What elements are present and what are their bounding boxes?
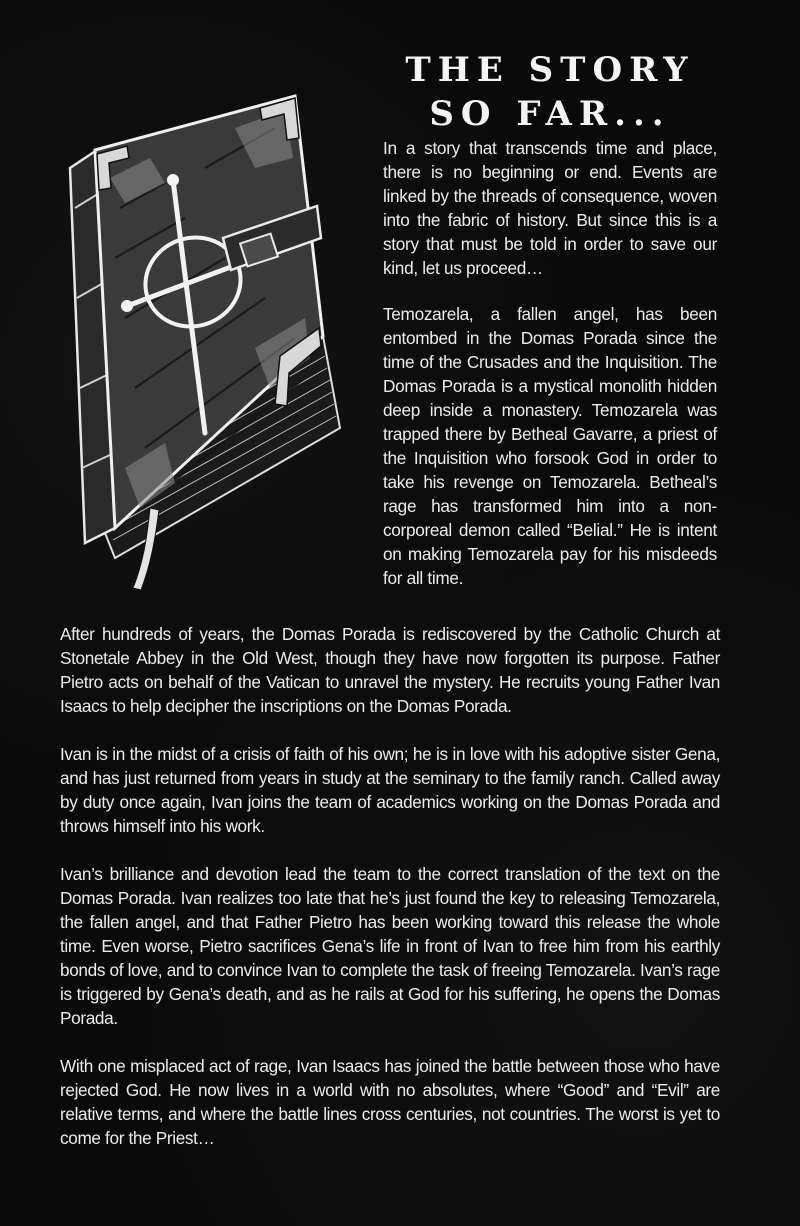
intro-text [383,136,717,612]
page-title [400,48,700,136]
story-paragraph: With one misplaced act of rage, Ivan Isaacs has joined the battle between those who have rejected God. He now lives in a world with no absolutes, where “Good” and “Evil” are relative terms, and where the battle lines cross centuries, not countries. The worst is yet to come for the Priest… [60,1056,720,1148]
title-line-2: SO FAR... [429,94,671,134]
book-with-cross-icon [55,88,375,598]
title-line-1: THE STORY [405,50,695,90]
story-body [60,622,720,1174]
story-paragraph: Ivan is in the midst of a crisis of faith of his own; he is in love with his adoptive sister Gena, and has just returned from years in study at the seminary to the family ranch. Called away by duty once again, Ivan joins the team of academics working on the Domas Porada and throws himself into his work. [60,744,720,836]
intro-paragraph: Temozarela, a fallen angel, has been entombed in the Domas Porada since the time of the Crusades and the Inquisition. The Domas Porada is a mystical monolith hidden deep inside a monastery. Temozarela was trapped there by Betheal Gavarre, a priest of the Inquisition who forsook God in order to take his revenge on Temozarela. Betheal’s rage has transformed him into a non-corporeal demon called “Belial.” He is intent on making Temozarela pay for his misdeeds for all time. [383,304,717,588]
intro-paragraph: In a story that transcends time and place, there is no beginning or end. Events are linked by the threads of consequence, woven into the fabric of history. But since this is a story that must be told in order to save our kind, let us proceed… [383,138,717,278]
story-paragraph: After hundreds of years, the Domas Porada is rediscovered by the Catholic Church at Stonetale Abbey in the Old West, though they have now forgotten its purpose. Father Pietro acts on behalf of the Vatican to unravel the mystery. He recruits young Father Ivan Isaacs to help decipher the inscriptions on the Domas Porada. [60,624,720,716]
story-paragraph: Ivan’s brilliance and devotion lead the team to the correct translation of the text on the Domas Porada. Ivan realizes too late that he’s just found the key to releasing Temozarela, the fallen angel, and that Father Pietro has been working toward this release the whole time. Even worse, Pietro sacrifices Gena’s life in front of Ivan to free him from his earthly bonds of love, and to convince Ivan to complete the task of freeing Temozarela. Ivan’s rage is triggered by Gena’s death, and as he rails at God for his suffering, he opens the Domas Porada. [60,864,720,1028]
